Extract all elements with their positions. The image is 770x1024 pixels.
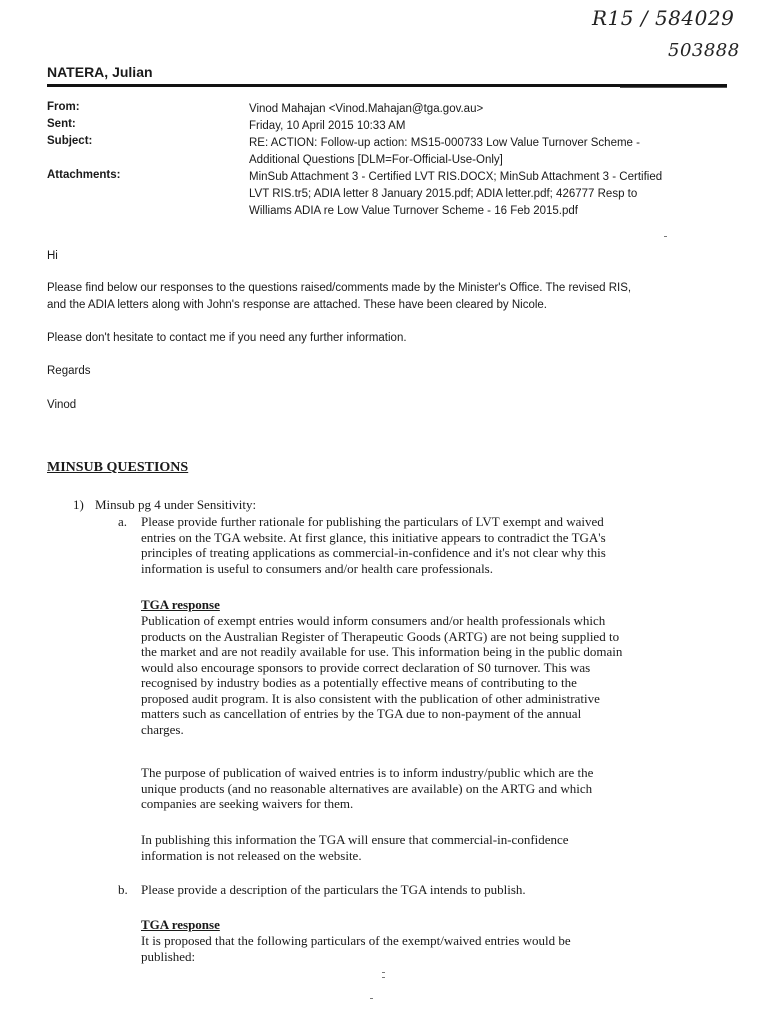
body-paragraph-1-line-1: Please find below our responses to the questions raised/comments made by the Minister's Office. The revised RIS, [47,282,632,294]
response-a-p3-line: In publishing this information the TGA will ensure that commercial-in-confidence [141,832,569,847]
response-a-p1-line: proposed audit program. It is also consistent with the publication of other administrative [141,690,600,706]
response-a-paragraph-1 [141,613,726,737]
tga-response-heading-b: TGA response [141,917,220,932]
question-a-letter: a. [118,514,128,529]
greeting: Hi [47,250,58,262]
scan-speck [664,236,667,237]
response-a-p2-line: The purpose of publication of waived entries is to inform industry/public which are the [141,765,594,780]
body-paragraph-2: Please don't hesitate to contact me if you need any further information. [47,332,407,344]
response-a-p1-line: recognised by industry bodies as a potentially effective means of contributing to the [141,675,577,690]
response-a-paragraph-3 [141,832,726,863]
body-paragraph-1-line-2: and the ADIA letters along with John's response are attached. These have been cleared by Nicole. [47,299,547,311]
question-a-text [141,514,726,576]
response-a-p2-line: unique products (and no reasonable alternatives are available) on the ARTG and which [141,780,593,796]
response-a-p1-line: products on the Australian Register of Therapeutic Goods (ARTG) are not being supplied to [141,628,620,644]
tga-response-heading-a: TGA response [141,597,220,612]
subject-line-1: RE: ACTION: Follow-up action: MS15-000733 Low Value Turnover Scheme - [249,137,640,149]
response-a-p1-line: Publication of exempt entries would inform consumers and/or health professionals which [141,613,606,628]
response-b-text [141,933,726,964]
subject-line-2: Additional Questions [DLM=For-Official-Use-Only] [249,154,503,166]
response-a-p1-line: charges. [141,721,184,737]
response-b-line: It is proposed that the following particulars of the exempt/waived entries would be [141,933,571,948]
scan-speck [382,972,385,973]
from-value: Vinod Mahajan <Vinod.Mahajan@tga.gov.au> [249,103,484,115]
response-b-line: published: [141,948,196,964]
question-1-number: 1) [73,497,84,512]
scan-speck [382,977,385,978]
from-label: From: [47,101,80,113]
sent-value: Friday, 10 April 2015 10:33 AM [249,120,406,132]
response-a-p3-line: information is not released on the website. [141,847,362,863]
attachments-label: Attachments: [47,169,121,181]
response-a-p1-line: would also encourage sponsors to provide correct declaration of S0 turnover. This was [141,659,591,675]
sent-label: Sent: [47,118,76,130]
question-a-line: information is useful to consumers and/or health care professionals. [141,560,493,576]
header-rule-thin [620,87,727,88]
signature: Vinod [47,399,77,411]
response-a-paragraph-2 [141,765,726,812]
subject-label: Subject: [47,135,93,147]
question-1-text: Minsub pg 4 under Sensitivity: [95,497,257,512]
response-a-p1-line: matters such as cancellation of entries by the TGA due to non-payment of the annual [141,706,582,721]
question-b-letter: b. [118,882,128,897]
scan-speck [370,998,373,999]
response-a-p1-line: the market and are not readily available for use. This information being in the public domain [141,644,623,659]
regards: Regards [47,365,91,377]
contact-name: NATERA, Julian [47,64,153,80]
question-b-text: Please provide a description of the particulars the TGA intends to publish. [141,882,526,897]
attachments-line-3: Williams ADIA re Low Value Turnover Scheme - 16 Feb 2015.pdf [249,205,578,217]
handwritten-reference-line2: 503888 [668,40,740,61]
handwritten-reference-line1: R15 / 584029 [592,6,735,30]
minsub-heading: MINSUB QUESTIONS [47,460,189,475]
question-a-line: principles of treating applications as commercial-in-confidence and it's not clear why this [141,545,606,560]
response-a-p2-line: companies are seeking waivers for them. [141,796,354,811]
attachments-line-2: LVT RIS.tr5; ADIA letter 8 January 2015.pdf; ADIA letter.pdf; 426777 Resp to [249,188,638,200]
attachments-line-1: MinSub Attachment 3 - Certified LVT RIS.DOCX; MinSub Attachment 3 - Certified [249,171,663,183]
question-a-line: Please provide further rationale for publishing the particulars of LVT exempt and waived [141,514,604,529]
question-a-line: entries on the TGA website. At first glance, this initiative appears to contradict the TGA's [141,529,606,545]
